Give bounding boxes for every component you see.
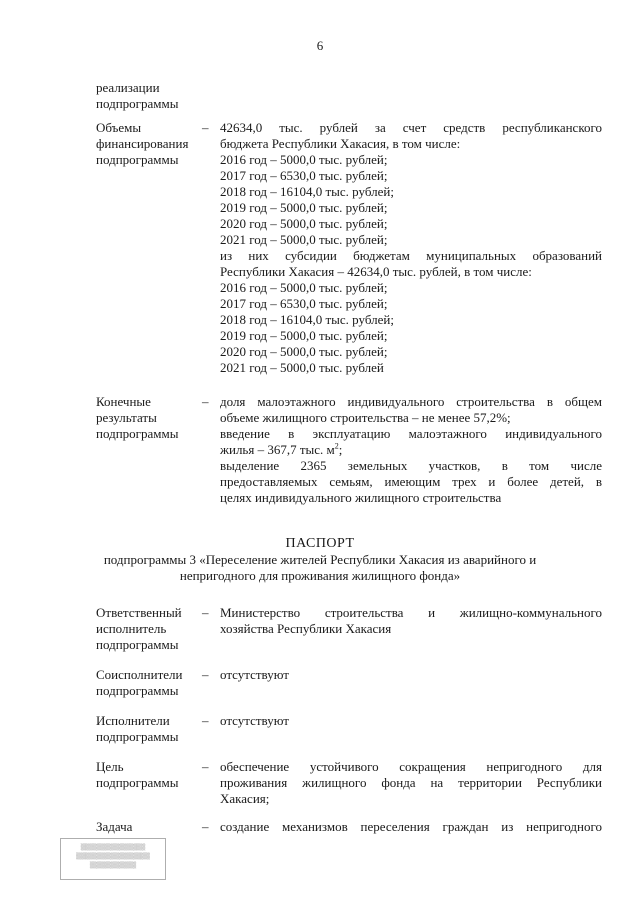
value-line: хозяйства Республики Хакасия bbox=[220, 621, 392, 636]
passport-title-block bbox=[0, 535, 640, 584]
passport-row-label bbox=[96, 713, 196, 745]
passport-row bbox=[96, 819, 602, 835]
value-line: из них субсидии бюджетам муниципальных образований bbox=[220, 248, 602, 263]
passport-row-label bbox=[96, 120, 196, 168]
value-line: целях индивидуального жилищного строительства bbox=[220, 490, 502, 505]
label-line: исполнитель bbox=[96, 621, 167, 636]
label-line: результаты bbox=[96, 410, 157, 425]
value-line: отсутствуют bbox=[220, 667, 289, 682]
passport-row-value bbox=[220, 120, 602, 376]
value-line: отсутствуют bbox=[220, 713, 289, 728]
label-line: Цель bbox=[96, 759, 124, 774]
passport-row-dash: – bbox=[202, 605, 209, 620]
label-line: Ответственный bbox=[96, 605, 182, 620]
label-line: подпрограммы bbox=[96, 729, 179, 744]
passport-row bbox=[96, 80, 602, 112]
passport-row bbox=[96, 394, 602, 506]
value-line: предоставляемых семьям, имеющим трех и более детей, в bbox=[220, 474, 602, 489]
passport-row-dash: – bbox=[202, 667, 209, 682]
passport-row-label bbox=[96, 759, 196, 791]
page-number: 6 bbox=[316, 38, 324, 53]
value-line: 2021 год – 5000,0 тыс. рублей bbox=[220, 360, 384, 375]
value-line: 2017 год – 6530,0 тыс. рублей; bbox=[220, 168, 388, 183]
passport-row-value bbox=[220, 667, 602, 699]
value-line: бюджета Республики Хакасия, в том числе: bbox=[220, 136, 461, 151]
value-line: 2017 год – 6530,0 тыс. рублей; bbox=[220, 296, 388, 311]
value-tail: ; bbox=[338, 442, 343, 457]
passport-row-dash: – bbox=[202, 394, 209, 409]
label-line: Соисполнители bbox=[96, 667, 183, 682]
label-line: Конечные bbox=[96, 394, 151, 409]
value-line: 2020 год – 5000,0 тыс. рублей; bbox=[220, 344, 388, 359]
label-line: финансирования bbox=[96, 136, 189, 151]
label-line: подпрограммы bbox=[96, 152, 179, 167]
value-line: введение в эксплуатацию малоэтажного индивидуального bbox=[220, 426, 602, 441]
value-line: Министерство строительства и жилищно-коммунального bbox=[220, 605, 602, 620]
passport-row bbox=[96, 120, 602, 376]
passport-row bbox=[96, 667, 602, 699]
passport-row-dash: – bbox=[202, 713, 209, 728]
value-line: 2018 год – 16104,0 тыс. рублей; bbox=[220, 184, 394, 199]
value-line: 2019 год – 5000,0 тыс. рублей; bbox=[220, 328, 388, 343]
value-line: выделение 2365 земельных участков, в том числе bbox=[220, 458, 602, 473]
value-line: 2019 год – 5000,0 тыс. рублей; bbox=[220, 200, 388, 215]
passport-row bbox=[96, 713, 602, 745]
passport-row-value bbox=[220, 819, 602, 835]
passport-row-value bbox=[220, 713, 602, 745]
value-line: обеспечение устойчивого сокращения непригодного для bbox=[220, 759, 602, 774]
label-line: Объемы bbox=[96, 120, 142, 135]
value-line: 2018 год – 16104,0 тыс. рублей; bbox=[220, 312, 394, 327]
passport-subtitle-line2: непригодного для проживания жилищного фонда» bbox=[179, 568, 461, 583]
passport-row-value bbox=[220, 759, 602, 807]
subprogram-passport-continued bbox=[0, 80, 640, 506]
value-text: жилья – 367,7 тыс. м bbox=[220, 442, 335, 457]
passport-row-label bbox=[96, 394, 196, 442]
label-line: Исполнители bbox=[96, 713, 170, 728]
label-line: подпрограммы bbox=[96, 637, 179, 652]
label-line: подпрограммы bbox=[96, 96, 179, 111]
passport-row-label bbox=[96, 819, 196, 835]
value-line: проживания жилищного фонда на территории Республики bbox=[220, 775, 602, 790]
passport-row-dash: – bbox=[202, 759, 209, 774]
passport-subtitle-line1: подпрограммы 3 «Переселение жителей Республики Хакасия из аварийного и bbox=[103, 552, 537, 567]
passport-row-value bbox=[220, 80, 602, 112]
value-line: 2016 год – 5000,0 тыс. рублей; bbox=[220, 152, 388, 167]
value-line: Хакасия; bbox=[220, 791, 270, 806]
passport-row-value bbox=[220, 394, 602, 506]
label-line: подпрограммы bbox=[96, 775, 179, 790]
superscript: 2 bbox=[334, 441, 339, 451]
label-line: подпрограммы bbox=[96, 426, 179, 441]
label-line: подпрограммы bbox=[96, 683, 179, 698]
label-line: реализации bbox=[96, 80, 160, 95]
passport-row-label bbox=[96, 80, 196, 112]
passport-row-value bbox=[220, 605, 602, 653]
passport-row bbox=[96, 759, 602, 807]
value-line: 2021 год – 5000,0 тыс. рублей; bbox=[220, 232, 388, 247]
value-line: 2016 год – 5000,0 тыс. рублей; bbox=[220, 280, 388, 295]
passport-row-dash: – bbox=[202, 120, 209, 135]
label-line: Задача bbox=[96, 819, 133, 834]
value-line: создание механизмов переселения граждан из непригодного bbox=[220, 819, 602, 834]
passport-row-label bbox=[96, 667, 196, 699]
document-stamp: ▒▒▒▒▒▒▒▒▒▒▒▒▒▒ ▒▒▒▒▒▒▒▒▒▒▒▒▒▒▒▒ ▒▒▒▒▒▒▒▒▒▒ bbox=[60, 838, 166, 880]
passport-row-label bbox=[96, 605, 196, 653]
value-line: доля малоэтажного индивидуального строительства в общем bbox=[220, 394, 602, 409]
passport-heading: ПАСПОРТ bbox=[285, 536, 355, 551]
value-line: 2020 год – 5000,0 тыс. рублей; bbox=[220, 216, 388, 231]
value-line: 42634,0 тыс. рублей за счет средств республиканского bbox=[220, 120, 602, 135]
value-line: объеме жилищного строительства – не менее 57,2%; bbox=[220, 410, 511, 425]
value-line: Республики Хакасия – 42634,0 тыс. рублей, в том числе: bbox=[220, 264, 532, 279]
value-line bbox=[220, 442, 602, 458]
passport-row-dash: – bbox=[202, 819, 209, 834]
passport-row bbox=[96, 605, 602, 653]
subprogram-3-passport bbox=[0, 605, 640, 835]
